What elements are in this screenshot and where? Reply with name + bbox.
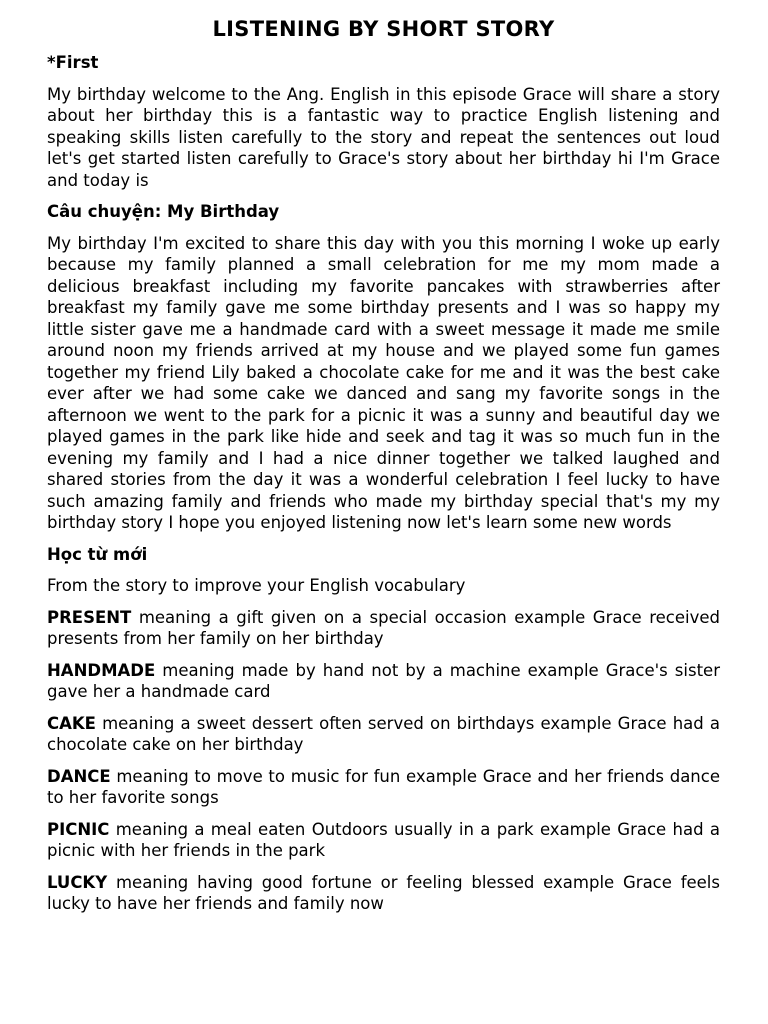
vocab-term: LUCKY [47,872,108,892]
vocab-heading: Học từ mới [47,544,148,564]
vocab-term: PRESENT [47,607,132,627]
vocab-entry-present [47,607,720,650]
vocab-intro: From the story to improve your English vocabulary [47,576,466,595]
vocab-term: CAKE [47,713,96,733]
story-heading: Câu chuyện: My Birthday [47,202,280,221]
document-page [47,14,720,925]
intro-paragraph: My birthday welcome to the Ang. English in this episode Grace will share a story about her birthday this is a fantastic way to practice English listening and speaking skills listen carefully to the story and repeat the sentences out loud let's get started listen carefully to Grace's story about her birthday hi I'm Grace and today is [47,84,720,190]
vocab-term: HANDMADE [47,660,156,680]
vocab-definition: meaning a gift given on a special occasion example Grace received presents from her family on her birthday [47,607,720,648]
vocab-definition: meaning having good fortune or feeling blessed example Grace feels lucky to have her friends and family now [47,872,720,913]
vocab-definition: meaning to move to music for fun example Grace and her friends dance to her favorite songs [47,766,720,807]
vocab-definition: meaning made by hand not by a machine example Grace's sister gave her a handmade card [47,660,720,701]
vocab-entry-cake [47,713,720,756]
story-paragraph: My birthday I'm excited to share this day with you this morning I woke up early because my family planned a small celebration for me my mom made a delicious breakfast including my favorite pancakes with strawberries after breakfast my family gave me some birthday presents and I was so happy my little sister gave me a handmade card with a sweet message it made me smile around noon my friends arrived at my house and we played some fun games together my friend Lily baked a chocolate cake for me and it was the best cake ever after we had some cake we danced and sang my favorite songs in the afternoon we went to the park for a picnic it was a sunny and beautiful day we played games in the park like hide and seek and tag it was so much fun in the evening my family and I had a nice dinner together we talked laughed and shared stories from the day it was a wonderful celebration I feel lucky to have such amazing family and friends who made my birthday special that's my my birthday story I hope you enjoyed listening now let's learn some new words [47,233,720,532]
page-title: LISTENING BY SHORT STORY [212,17,555,41]
first-heading: *First [47,53,99,72]
vocab-term: PICNIC [47,819,110,839]
vocab-definition: meaning a meal eaten Outdoors usually in a park example Grace had a picnic with her friends in the park [47,819,720,860]
vocab-term: DANCE [47,766,111,786]
vocab-entry-dance [47,766,720,809]
vocab-entry-handmade [47,660,720,703]
vocab-definition: meaning a sweet dessert often served on birthdays example Grace had a chocolate cake on her birthday [47,713,720,754]
vocab-entry-lucky [47,872,720,915]
vocab-entry-picnic [47,819,720,862]
